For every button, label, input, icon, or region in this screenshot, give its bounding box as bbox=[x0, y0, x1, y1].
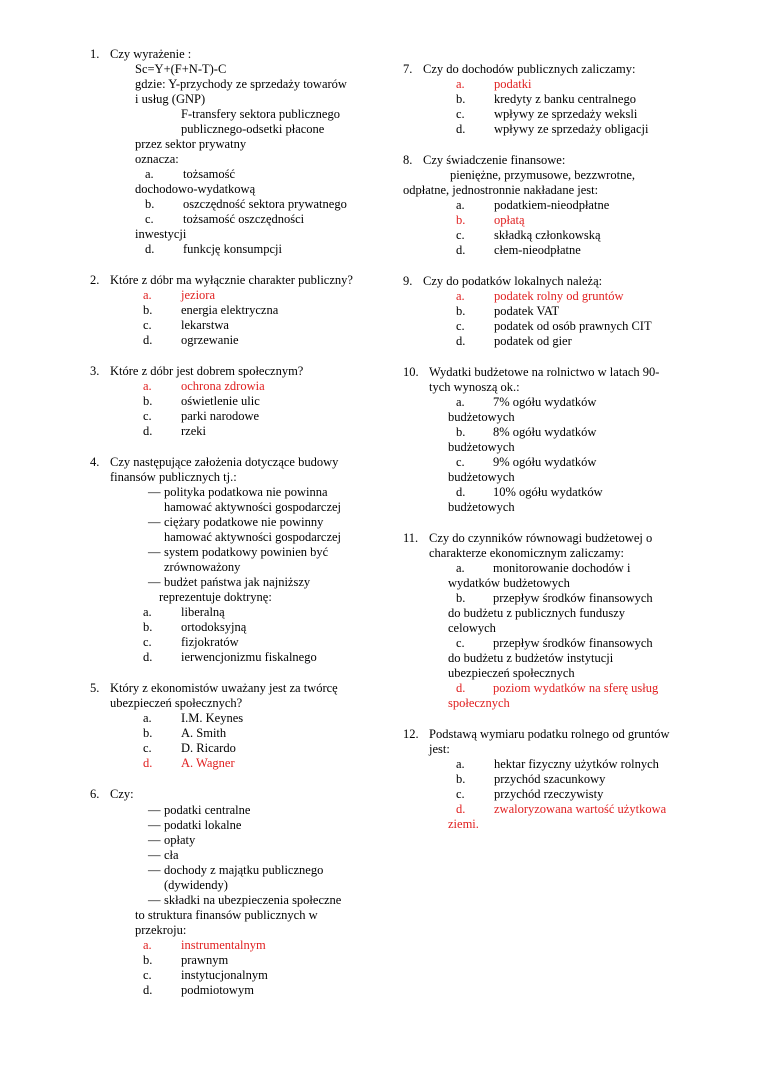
answer-option-correct bbox=[143, 379, 365, 394]
option-letter: a. bbox=[143, 605, 152, 619]
option-letter: b. bbox=[143, 303, 153, 317]
question-number: 1. bbox=[90, 47, 100, 61]
question-text: Podstawą wymiaru podatku rolnego od gruntów jest: bbox=[429, 727, 670, 756]
answer-option bbox=[90, 242, 365, 257]
option-text: jeziora bbox=[181, 288, 216, 302]
option-letter: b. bbox=[456, 425, 466, 439]
question-number: 6. bbox=[90, 787, 100, 801]
option-text: wpływy ze sprzedaży obligacji bbox=[494, 122, 649, 136]
answer-option bbox=[143, 635, 365, 650]
option-continuation: budżetowych bbox=[448, 410, 515, 424]
question-number: 2. bbox=[90, 273, 100, 287]
answer-option bbox=[456, 334, 678, 349]
question-number: 4. bbox=[90, 455, 100, 469]
answer-option bbox=[456, 319, 678, 334]
option-text: 9% ogółu wydatków bbox=[493, 455, 597, 469]
answer-option-correct bbox=[403, 681, 678, 711]
option-text: prawnym bbox=[181, 953, 229, 967]
question-text: Czy do dochodów publicznych zaliczamy: bbox=[423, 62, 636, 76]
option-text: podatek od osób prawnych CIT bbox=[494, 319, 652, 333]
text-line: reprezentuje doktrynę: bbox=[159, 590, 272, 604]
answer-option-correct bbox=[456, 289, 678, 304]
option-text: poziom wydatków na sferę usług bbox=[493, 681, 659, 695]
option-letter: a. bbox=[143, 938, 152, 952]
answer-option bbox=[403, 485, 678, 515]
option-letter: a. bbox=[143, 288, 152, 302]
option-letter: b. bbox=[143, 953, 153, 967]
option-text: instytucjonalnym bbox=[181, 968, 268, 982]
option-letter: b. bbox=[456, 304, 466, 318]
option-letter: d. bbox=[456, 681, 466, 695]
option-continuation: do budżetu z budżetów instytucji ubezpieczeń społecznych bbox=[448, 651, 614, 680]
option-letter: d. bbox=[143, 983, 153, 997]
dash-text: polityka podatkowa nie powinna hamować aktywności gospodarczej bbox=[164, 485, 342, 514]
option-letter: b. bbox=[145, 197, 155, 211]
option-letter: d. bbox=[456, 334, 466, 348]
option-letter: a. bbox=[456, 77, 465, 91]
option-letter: a. bbox=[145, 167, 154, 181]
option-letter: c. bbox=[456, 319, 465, 333]
option-letter: c. bbox=[145, 212, 154, 226]
question-text: Czy do czynników równowagi budżetowej o charakterze ekonomicznym zaliczamy: bbox=[429, 531, 653, 560]
answer-option bbox=[143, 983, 365, 998]
option-text: I.M. Keynes bbox=[181, 711, 244, 725]
option-letter: d. bbox=[456, 122, 466, 136]
option-letter: c. bbox=[456, 455, 465, 469]
option-text: parki narodowe bbox=[181, 409, 260, 423]
answer-option bbox=[456, 772, 678, 787]
answer-option bbox=[143, 424, 365, 439]
question-7 bbox=[403, 62, 678, 137]
dash-item: — cła bbox=[148, 848, 179, 862]
answer-option bbox=[143, 953, 365, 968]
option-text: zwaloryzowana wartość użytkowa bbox=[494, 802, 667, 816]
option-letter: c. bbox=[143, 409, 152, 423]
answer-option bbox=[143, 726, 365, 741]
option-continuation: ziemi. bbox=[448, 817, 479, 831]
option-letter: d. bbox=[456, 802, 466, 816]
option-text: podatek VAT bbox=[494, 304, 560, 318]
dash-item: — składki na ubezpieczenia społeczne bbox=[148, 893, 342, 907]
question-3 bbox=[90, 364, 365, 439]
option-letter: a. bbox=[456, 395, 465, 409]
answer-option-correct bbox=[143, 288, 365, 303]
option-text: ochrona zdrowia bbox=[181, 379, 265, 393]
text-line: oznacza: bbox=[135, 152, 179, 166]
question-1 bbox=[90, 47, 365, 257]
answer-option bbox=[143, 333, 365, 348]
question-number: 11. bbox=[403, 531, 419, 545]
option-letter: a. bbox=[143, 711, 152, 725]
answer-option-correct bbox=[456, 77, 678, 92]
dash-text: podatki lokalne bbox=[164, 818, 242, 832]
option-continuation: wydatków budżetowych bbox=[448, 576, 570, 590]
text-line: to struktura finansów publicznych w bbox=[135, 908, 318, 922]
text-line: odpłatne, jednostronnie nakładane jest: bbox=[403, 183, 599, 197]
option-continuation: społecznych bbox=[448, 696, 510, 710]
option-text: składką członkowską bbox=[494, 228, 601, 242]
question-8 bbox=[403, 153, 678, 258]
option-letter: b. bbox=[143, 394, 153, 408]
option-text: przychód szacunkowy bbox=[494, 772, 606, 786]
answer-option bbox=[403, 395, 678, 425]
answer-option bbox=[456, 757, 678, 772]
dash-text: opłaty bbox=[164, 833, 196, 847]
question-number: 9. bbox=[403, 274, 413, 288]
dash-text: cła bbox=[164, 848, 179, 862]
dash-item: — budżet państwa jak najniższy bbox=[148, 575, 311, 589]
answer-option bbox=[456, 304, 678, 319]
question-number: 8. bbox=[403, 153, 413, 167]
option-letter: b. bbox=[456, 92, 466, 106]
option-text: monitorowanie dochodów i bbox=[493, 561, 631, 575]
dash-text: ciężary podatkowe nie powinny hamować aktywności gospodarczej bbox=[164, 515, 342, 544]
dash-item: — system podatkowy powinien być zrównoważony bbox=[90, 545, 365, 575]
option-text: energia elektryczna bbox=[181, 303, 279, 317]
question-number: 5. bbox=[90, 681, 100, 695]
question-11 bbox=[403, 531, 678, 711]
option-letter: b. bbox=[143, 620, 153, 634]
dash-text: system podatkowy powinien być zrównoważony bbox=[164, 545, 329, 574]
question-number: 7. bbox=[403, 62, 413, 76]
text-line: publicznego-odsetki płacone bbox=[181, 122, 325, 136]
option-text: podatki bbox=[494, 77, 532, 91]
option-text: cłem-nieodpłatne bbox=[494, 243, 581, 257]
question-10 bbox=[403, 365, 678, 515]
option-text: tożsamość bbox=[183, 167, 236, 181]
dash-text: składki na ubezpieczenia społeczne bbox=[164, 893, 342, 907]
answer-option-correct bbox=[456, 213, 678, 228]
option-text: A. Wagner bbox=[181, 756, 235, 770]
option-text: funkcję konsumpcji bbox=[183, 242, 282, 256]
question-text: Czy do podatków lokalnych należą: bbox=[423, 274, 603, 288]
option-text: instrumentalnym bbox=[181, 938, 266, 952]
option-continuation: budżetowych bbox=[448, 500, 515, 514]
answer-option-correct bbox=[143, 756, 365, 771]
text-line: przekroju: bbox=[135, 923, 187, 937]
dash-text: podatki centralne bbox=[164, 803, 251, 817]
dash-item: — podatki centralne bbox=[148, 803, 251, 817]
option-text: podatek rolny od gruntów bbox=[494, 289, 624, 303]
option-continuation: inwestycji bbox=[135, 227, 187, 241]
question-number: 12. bbox=[403, 727, 419, 741]
answer-option bbox=[143, 318, 365, 333]
question-text: Czy: bbox=[110, 787, 134, 801]
text-line: F-transfery sektora publicznego bbox=[181, 107, 340, 121]
answer-option bbox=[90, 167, 365, 182]
answer-option bbox=[403, 425, 678, 455]
answer-option bbox=[403, 561, 678, 591]
option-text: fizjokratów bbox=[181, 635, 239, 649]
option-text: przychód rzeczywisty bbox=[494, 787, 604, 801]
option-letter: c. bbox=[143, 318, 152, 332]
option-text: tożsamość oszczędności bbox=[183, 212, 305, 226]
option-letter: b. bbox=[456, 591, 466, 605]
option-text: 8% ogółu wydatków bbox=[493, 425, 597, 439]
option-continuation: do budżetu z publicznych funduszy celowych bbox=[448, 606, 626, 635]
answer-option bbox=[403, 591, 678, 636]
text-line: przez sektor prywatny bbox=[135, 137, 247, 151]
option-text: przepływ środków finansowych bbox=[493, 636, 653, 650]
answer-option-correct bbox=[456, 802, 678, 817]
option-letter: a. bbox=[456, 289, 465, 303]
option-text: 7% ogółu wydatków bbox=[493, 395, 597, 409]
answer-option-correct bbox=[143, 938, 365, 953]
answer-option bbox=[90, 212, 365, 227]
question-5 bbox=[90, 681, 365, 771]
option-letter: a. bbox=[143, 379, 152, 393]
option-continuation: budżetowych bbox=[448, 470, 515, 484]
option-text: hektar fizyczny użytków rolnych bbox=[494, 757, 659, 771]
option-text: A. Smith bbox=[181, 726, 227, 740]
option-text: ogrzewanie bbox=[181, 333, 239, 347]
text-line: i usług (GNP) bbox=[135, 92, 206, 106]
left-column bbox=[90, 47, 365, 1014]
option-letter: d. bbox=[456, 243, 466, 257]
question-2 bbox=[90, 273, 365, 348]
question-text: Które z dóbr ma wyłącznie charakter publiczny? bbox=[110, 273, 353, 287]
option-text: wpływy ze sprzedaży weksli bbox=[494, 107, 638, 121]
option-letter: d. bbox=[143, 756, 153, 770]
answer-option bbox=[456, 107, 678, 122]
option-continuation: budżetowych bbox=[448, 440, 515, 454]
answer-option bbox=[456, 198, 678, 213]
question-9 bbox=[403, 274, 678, 349]
option-text: liberalną bbox=[181, 605, 225, 619]
answer-option bbox=[143, 741, 365, 756]
option-letter: c. bbox=[143, 968, 152, 982]
answer-option bbox=[403, 636, 678, 681]
answer-option bbox=[90, 197, 365, 212]
dash-item: — opłaty bbox=[148, 833, 196, 847]
option-letter: c. bbox=[456, 787, 465, 801]
option-letter: d. bbox=[456, 485, 466, 499]
option-letter: d. bbox=[143, 424, 153, 438]
answer-option bbox=[143, 968, 365, 983]
option-text: kredyty z banku centralnego bbox=[494, 92, 636, 106]
answer-option bbox=[456, 122, 678, 137]
question-6 bbox=[90, 787, 365, 998]
option-letter: a. bbox=[456, 198, 465, 212]
option-text: podatkiem-nieodpłatne bbox=[494, 198, 610, 212]
option-letter: d. bbox=[145, 242, 155, 256]
option-text: ortodoksyjną bbox=[181, 620, 247, 634]
question-12 bbox=[403, 727, 678, 832]
option-continuation: dochodowo-wydatkową bbox=[135, 182, 256, 196]
dash-item: — ciężary podatkowe nie powinny hamować aktywności gospodarczej bbox=[90, 515, 365, 545]
answer-option bbox=[403, 455, 678, 485]
option-letter: c. bbox=[456, 636, 465, 650]
option-text: podmiotowym bbox=[181, 983, 254, 997]
dash-text: dochody z majątku publicznego (dywidendy) bbox=[164, 863, 324, 892]
option-text: opłatą bbox=[494, 213, 525, 227]
answer-option bbox=[143, 711, 365, 726]
answer-option bbox=[456, 787, 678, 802]
answer-option bbox=[143, 650, 365, 665]
text-line: pieniężne, przymusowe, bezzwrotne, bbox=[450, 168, 635, 182]
question-number: 10. bbox=[403, 365, 419, 379]
option-text: lekarstwa bbox=[181, 318, 229, 332]
formula-line: Sc=Y+(F+N-T)-C bbox=[135, 62, 227, 76]
dash-text: budżet państwa jak najniższy bbox=[164, 575, 311, 589]
question-text: Czy następujące założenia dotyczące budowy finansów publicznych tj.: bbox=[110, 455, 339, 484]
answer-option bbox=[143, 303, 365, 318]
question-number: 3. bbox=[90, 364, 100, 378]
option-letter: b. bbox=[456, 213, 466, 227]
question-text: Który z ekonomistów uważany jest za twórcę ubezpieczeń społecznych? bbox=[110, 681, 338, 710]
option-text: oszczędność sektora prywatnego bbox=[183, 197, 347, 211]
answer-option bbox=[143, 409, 365, 424]
answer-option bbox=[143, 605, 365, 620]
option-letter: b. bbox=[456, 772, 466, 786]
option-letter: c. bbox=[143, 741, 152, 755]
option-text: D. Ricardo bbox=[181, 741, 236, 755]
right-column bbox=[403, 62, 678, 848]
answer-option bbox=[143, 620, 365, 635]
question-text: Które z dóbr jest dobrem społecznym? bbox=[110, 364, 304, 378]
option-text: ierwencjonizmu fiskalnego bbox=[181, 650, 317, 664]
option-letter: c. bbox=[456, 228, 465, 242]
dash-item: — dochody z majątku publicznego (dywidendy) bbox=[90, 863, 365, 893]
option-letter: c. bbox=[143, 635, 152, 649]
option-text: 10% ogółu wydatków bbox=[493, 485, 603, 499]
option-text: oświetlenie ulic bbox=[181, 394, 260, 408]
question-text: Wydatki budżetowe na rolnictwo w latach 90-tych wynoszą ok.: bbox=[429, 365, 660, 394]
question-4 bbox=[90, 455, 365, 665]
option-letter: a. bbox=[456, 561, 465, 575]
dash-item: — podatki lokalne bbox=[148, 818, 242, 832]
text-line: gdzie: Y-przychody ze sprzedaży towarów bbox=[135, 77, 347, 91]
option-letter: d. bbox=[143, 333, 153, 347]
option-text: podatek od gier bbox=[494, 334, 572, 348]
option-letter: a. bbox=[456, 757, 465, 771]
option-letter: d. bbox=[143, 650, 153, 664]
answer-option bbox=[456, 92, 678, 107]
option-letter: b. bbox=[143, 726, 153, 740]
dash-item: — polityka podatkowa nie powinna hamować aktywności gospodarczej bbox=[90, 485, 365, 515]
option-letter: c. bbox=[456, 107, 465, 121]
option-text: rzeki bbox=[181, 424, 206, 438]
question-text: Czy świadczenie finansowe: bbox=[423, 153, 566, 167]
answer-option bbox=[143, 394, 365, 409]
option-text: przepływ środków finansowych bbox=[493, 591, 653, 605]
question-text: Czy wyrażenie : bbox=[110, 47, 192, 61]
answer-option bbox=[456, 228, 678, 243]
answer-option bbox=[456, 243, 678, 258]
